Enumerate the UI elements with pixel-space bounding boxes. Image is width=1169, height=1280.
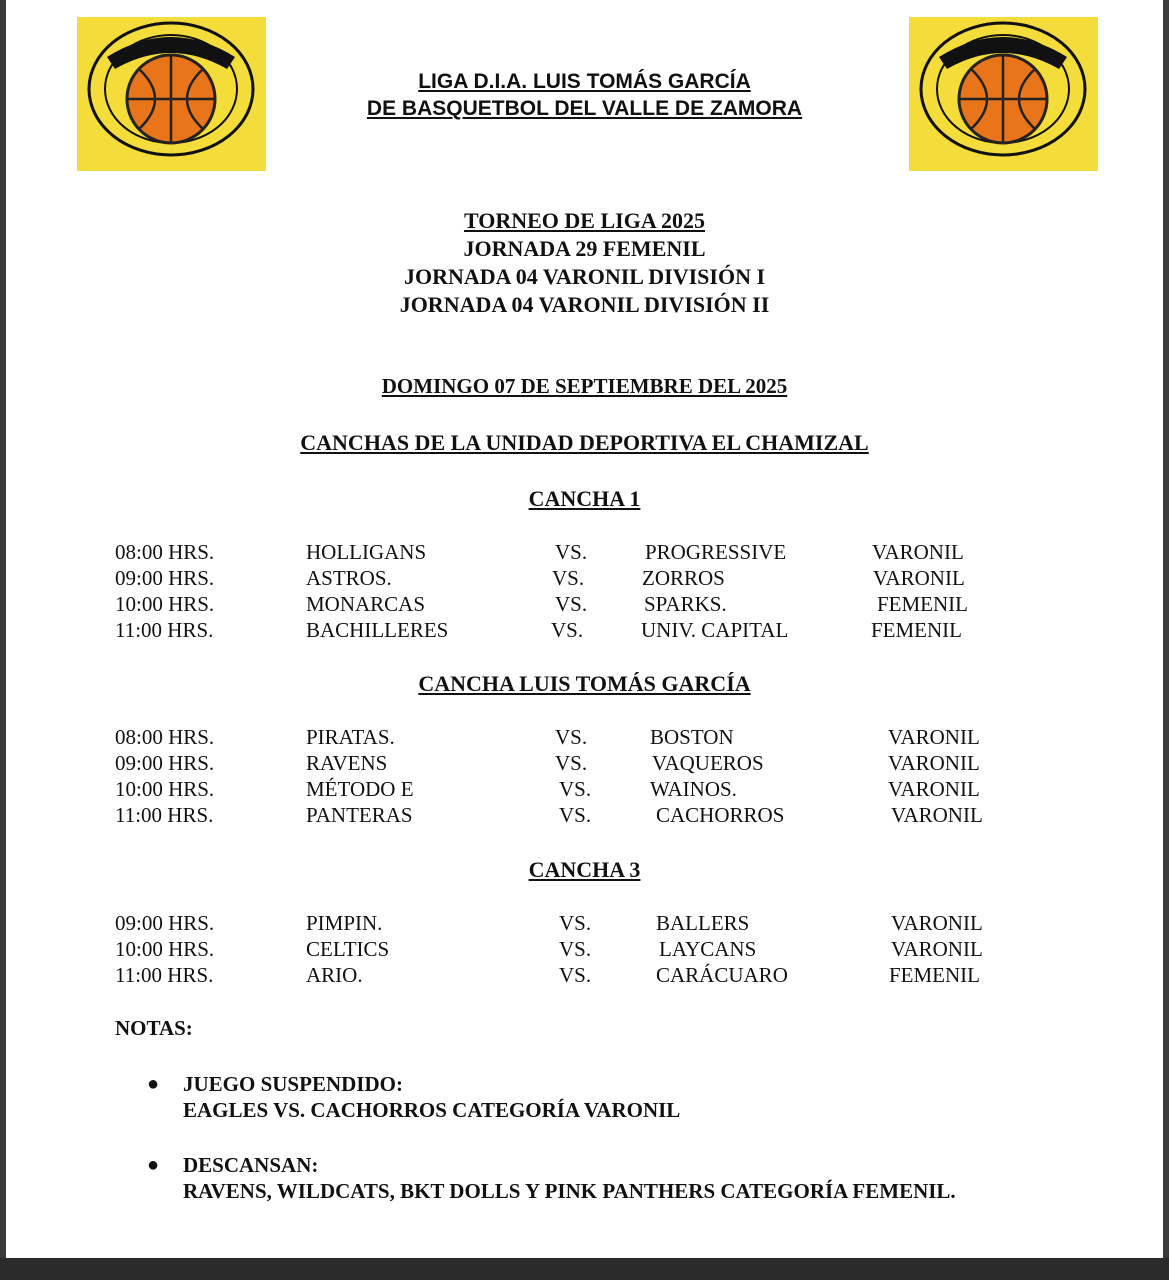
tournament-title: TORNEO DE LIGA 2025 <box>463 208 706 233</box>
game-time: 10:00 HRS. <box>115 777 215 801</box>
basketball-logo-icon <box>909 17 1098 171</box>
home-team: CELTICS <box>306 937 390 961</box>
notes-title: NOTAS: <box>115 1016 193 1040</box>
vs-label: VS. <box>559 911 592 935</box>
game-row <box>0 963 1169 989</box>
game-row <box>0 592 1169 618</box>
game-time: 10:00 HRS. <box>115 592 215 616</box>
game-time: 08:00 HRS. <box>115 725 215 749</box>
away-team: CARÁCUARO <box>656 963 788 987</box>
away-team: VAQUEROS <box>652 751 764 775</box>
vs-label: VS. <box>555 592 588 616</box>
vs-label: VS. <box>552 566 585 590</box>
game-row <box>0 618 1169 644</box>
game-row <box>0 725 1169 751</box>
home-team: RAVENS <box>306 751 388 775</box>
vs-label: VS. <box>555 725 588 749</box>
game-time: 11:00 HRS. <box>115 963 214 987</box>
home-team: PIRATAS. <box>306 725 395 749</box>
tournament-round-femenil: JORNADA 29 FEMENIL <box>463 236 706 261</box>
bullet-icon: ● <box>147 1073 160 1095</box>
league-title-line1: LIGA D.I.A. LUIS TOMÁS GARCÍA <box>418 70 751 93</box>
vs-label: VS. <box>555 751 588 775</box>
league-title-line2: DE BASQUETBOL DEL VALLE DE ZAMORA <box>366 97 803 120</box>
game-time: 11:00 HRS. <box>115 803 214 827</box>
away-team: BOSTON <box>650 725 734 749</box>
court-title: CANCHA LUIS TOMÁS GARCÍA <box>418 671 751 696</box>
home-team: PIMPIN. <box>306 911 383 935</box>
league-logo-left <box>77 17 266 171</box>
bullet-icon: ● <box>147 1154 160 1176</box>
game-row <box>0 803 1169 829</box>
away-team: CACHORROS <box>656 803 785 827</box>
away-team: ZORROS <box>642 566 725 590</box>
game-row <box>0 911 1169 937</box>
home-team: ASTROS. <box>306 566 392 590</box>
note-detail: RAVENS, WILDCATS, BKT DOLLS Y PINK PANTHERS CATEGORÍA FEMENIL. <box>183 1179 956 1203</box>
away-team: BALLERS <box>656 911 750 935</box>
vs-label: VS. <box>555 540 588 564</box>
game-category: FEMENIL <box>877 592 968 616</box>
game-category: VARONIL <box>888 751 980 775</box>
home-team: ARIO. <box>306 963 363 987</box>
game-category: VARONIL <box>888 725 980 749</box>
away-team: WAINOS. <box>650 777 737 801</box>
game-category: VARONIL <box>872 540 964 564</box>
away-team: SPARKS. <box>644 592 727 616</box>
vs-label: VS. <box>559 777 592 801</box>
game-row <box>0 540 1169 566</box>
game-category: VARONIL <box>888 777 980 801</box>
vs-label: VS. <box>551 618 584 642</box>
game-category: VARONIL <box>891 911 983 935</box>
venue-title: CANCHAS DE LA UNIDAD DEPORTIVA EL CHAMIZAL <box>300 430 869 455</box>
vs-label: VS. <box>559 803 592 827</box>
home-team: MONARCAS <box>306 592 426 616</box>
note-heading: JUEGO SUSPENDIDO: <box>183 1072 403 1096</box>
game-row <box>0 566 1169 592</box>
game-time: 10:00 HRS. <box>115 937 215 961</box>
game-category: VARONIL <box>891 937 983 961</box>
note-detail: EAGLES VS. CACHORROS CATEGORÍA VARONIL <box>183 1098 681 1122</box>
game-category: FEMENIL <box>889 963 980 987</box>
game-time: 09:00 HRS. <box>115 566 215 590</box>
league-logo-right <box>909 17 1098 171</box>
game-time: 09:00 HRS. <box>115 751 215 775</box>
vs-label: VS. <box>559 963 592 987</box>
game-category: VARONIL <box>891 803 983 827</box>
game-date: DOMINGO 07 DE SEPTIEMBRE DEL 2025 <box>381 374 788 398</box>
home-team: MÉTODO E <box>306 777 414 801</box>
note-heading: DESCANSAN: <box>183 1153 319 1177</box>
vs-label: VS. <box>559 937 592 961</box>
tournament-round-varonil-div2: JORNADA 04 VARONIL DIVISIÓN II <box>399 292 770 317</box>
away-team: UNIV. CAPITAL <box>641 618 789 642</box>
game-row <box>0 751 1169 777</box>
home-team: BACHILLERES <box>306 618 449 642</box>
away-team: PROGRESSIVE <box>645 540 787 564</box>
game-category: VARONIL <box>873 566 965 590</box>
home-team: PANTERAS <box>306 803 413 827</box>
home-team: HOLLIGANS <box>306 540 427 564</box>
game-time: 11:00 HRS. <box>115 618 214 642</box>
game-category: FEMENIL <box>871 618 962 642</box>
tournament-round-varonil-div1: JORNADA 04 VARONIL DIVISIÓN I <box>403 264 766 289</box>
game-time: 08:00 HRS. <box>115 540 215 564</box>
game-row <box>0 777 1169 803</box>
game-row <box>0 937 1169 963</box>
away-team: LAYCANS <box>659 937 757 961</box>
bottom-frame-border <box>0 1258 1169 1280</box>
court-title: CANCHA 1 <box>528 486 641 511</box>
game-time: 09:00 HRS. <box>115 911 215 935</box>
court-title: CANCHA 3 <box>528 857 641 882</box>
basketball-logo-icon <box>77 17 266 171</box>
